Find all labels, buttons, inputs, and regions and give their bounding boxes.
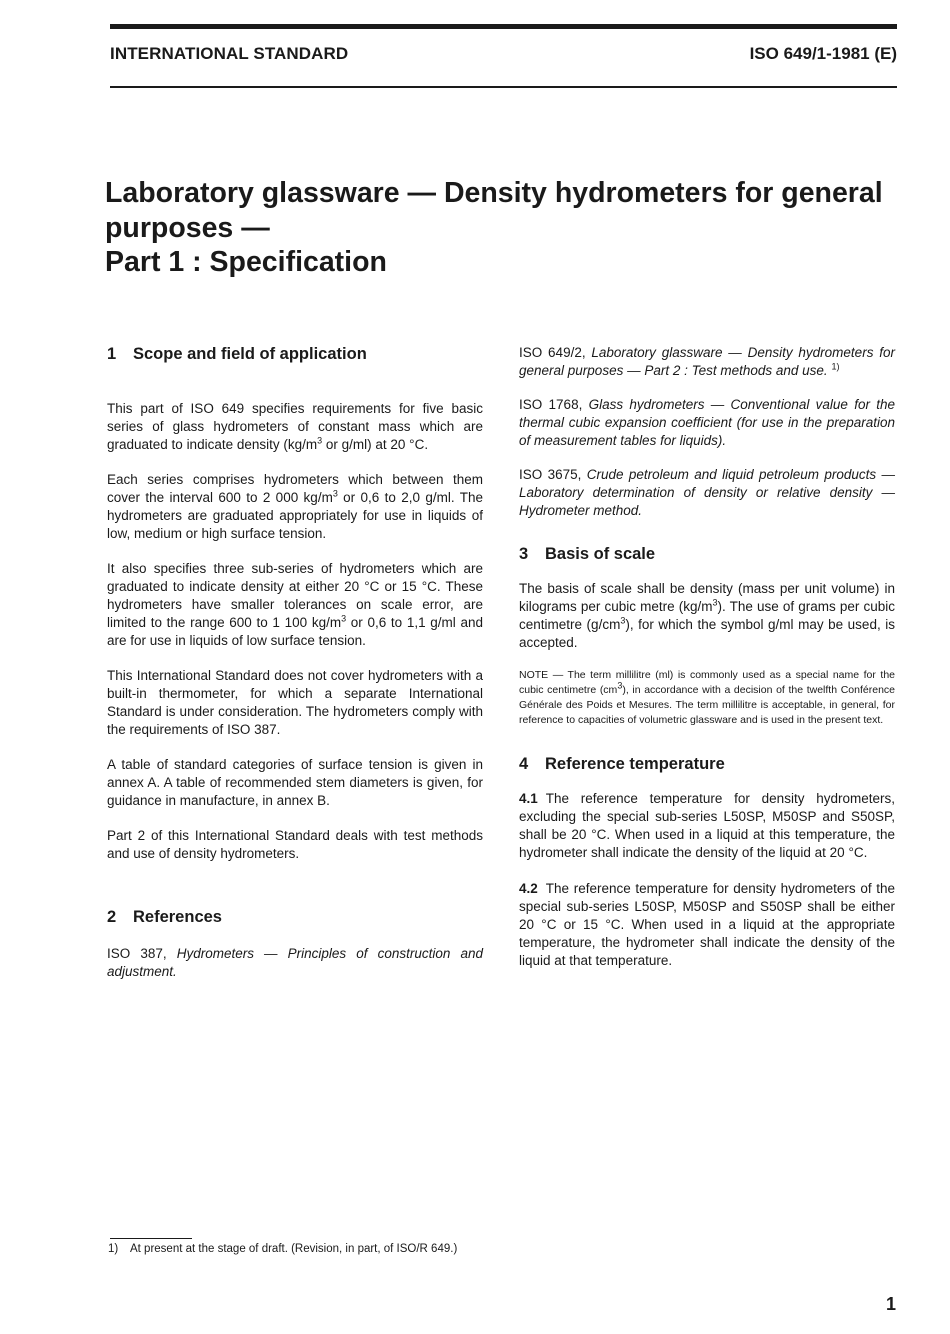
right-column bbox=[519, 344, 895, 970]
reference-iso-649-2: ISO 649/2, Laboratory glassware — Density hydrometers for general purposes — Part 2 : Test methods and use. $^{1)}$ bbox=[519, 345, 895, 378]
section-1-paragraph-5: A table of standard categories of surface tension is given in annex A. A table of recommended stem diameters is given, for guidance in manufacture, in annex B. bbox=[107, 757, 483, 808]
section-1-paragraph-1: This part of ISO 649 specifies requirements for five basic series of glass hydrometers of constant mass which are graduated to indicate density ($kg/m^3$ or g/ml) at 20 °C. bbox=[107, 401, 483, 452]
standard-number: ISO 649/1-1981 (E) bbox=[749, 44, 897, 63]
left-column bbox=[107, 344, 483, 981]
header-top-rule bbox=[110, 24, 897, 29]
document-title bbox=[105, 176, 905, 280]
section-1-heading: 1 Scope and field of application bbox=[107, 345, 367, 363]
section-1-paragraph-4: This International Standard does not cover hydrometers with a built-in thermometer, for which a separate International Standard is under consideration. The hydrometers comply with the requirements of ISO 387. bbox=[107, 668, 483, 737]
section-3-note: NOTE — The term millilitre (ml) is commonly used as a special name for the cubic centimetre $(cm^3)$, in accordance with a decision of the twelfth Conférence Générale des Poids et Mesures. The term millilitre is acceptable, in general, for reference to capacities of volumetric glassware and is used in the present text. bbox=[519, 669, 895, 726]
header-bottom-rule bbox=[110, 86, 897, 88]
section-1-paragraph-6: Part 2 of this International Standard deals with test methods and use of density hydrometers. bbox=[107, 828, 483, 861]
section-2-heading: 2 References bbox=[107, 908, 222, 926]
section-4-heading: 4 Reference temperature bbox=[519, 755, 725, 773]
title-line-1: Laboratory glassware — Density hydrometers for general bbox=[105, 177, 883, 209]
title-line-3: Part 1 : Specification bbox=[105, 246, 387, 278]
section-3-heading: 3 Basis of scale bbox=[519, 545, 656, 563]
reference-iso-387: ISO 387, Hydrometers — Principles of construction and adjustment. bbox=[107, 946, 483, 979]
section-1-paragraph-2: Each series comprises hydrometers which between them cover the interval 600 to 2 000 $kg/m^3$ or 0,6 to 2,0 g/ml. The hydrometers are graduated appropriately for use in liquids of low, medium or high surface tension. bbox=[107, 472, 483, 541]
reference-iso-3675: ISO 3675, Crude petroleum and liquid petroleum products — Laboratory determination of density or relative density — Hydrometer method. bbox=[519, 467, 895, 518]
title-line-2: purposes — bbox=[105, 211, 270, 244]
clause-4-2: 4.2 The reference temperature for density hydrometers of the special sub-series L50SP, M50SP and S50SP shall be either 20 °C or 15 °C. When used in a liquid at the appropriate temperature, the hydrometer shall indicate the density of the liquid at that temperature. bbox=[519, 881, 895, 968]
clause-4-2-number: 4.2 bbox=[519, 881, 538, 896]
footnote-mark: 1) bbox=[108, 1243, 119, 1255]
document-type-label: INTERNATIONAL STANDARD bbox=[110, 44, 349, 63]
section-1-paragraph-3: It also specifies three sub-series of hydrometers which are graduated to indicate density at either 20 °C or 15 °C. These hydrometers have smaller tolerances on scale error, are limited to the range 600 to 1 100 $kg/m^3$ or 0,6 to 1,1 g/ml and are for use in liquids of low surface tension. bbox=[107, 561, 483, 648]
clause-4-1: 4.1 The reference temperature for density hydrometers, excluding the special sub-series L50SP, M50SP and S50SP, shall be 20 °C. When used in a liquid at this temperature, the hydrometer shall indicate the density of the liquid at 20 °C. bbox=[519, 791, 895, 860]
section-3-paragraph: The basis of scale shall be density (mass per unit volume) in kilograms per cubic metre $(kg/m^3)$. The use of grams per cubic centimetre $(g/cm^3)$, for which the symbol g/ml may be used, is accepted. bbox=[519, 581, 895, 650]
footnote-rule bbox=[110, 1238, 192, 1239]
page-number: 1 bbox=[885, 1294, 896, 1314]
footnote bbox=[108, 1243, 457, 1255]
footnote-text: At present at the stage of draft. (Revision, in part, of ISO/R 649.) bbox=[130, 1243, 458, 1255]
clause-4-1-number: 4.1 bbox=[519, 791, 538, 806]
reference-iso-1768: ISO 1768, Glass hydrometers — Conventional value for the thermal cubic expansion coefficient (for use in the preparation of measurement tables for liquids). bbox=[519, 397, 895, 448]
